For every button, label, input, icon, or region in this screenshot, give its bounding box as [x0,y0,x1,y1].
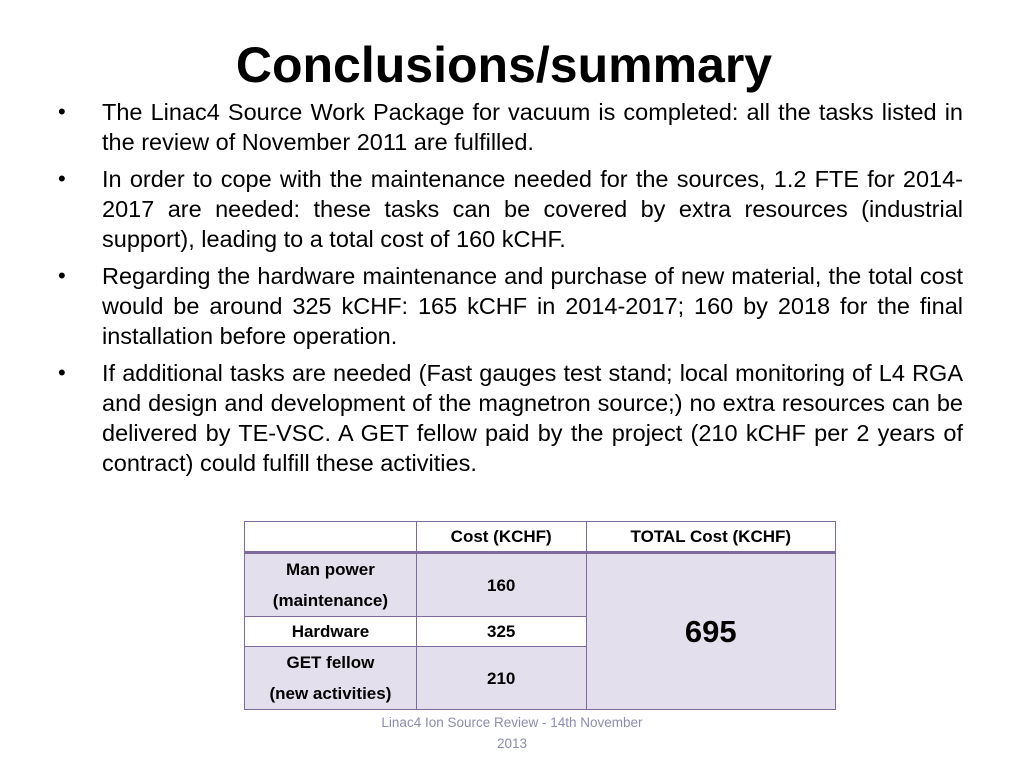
header-cost: Cost (KCHF) [416,522,586,553]
bullet-text: In order to cope with the maintenance needed for the sources, 1.2 FTE for 2014-2017 are needed: these tasks can be covered by extra resources (industrial support), leading to a total cost of 160 kCHF. [102,166,963,252]
row-cost-get-fellow: 210 [416,647,586,710]
bullet-dot-icon: • [58,263,66,288]
total-cost-cell: 695 [586,553,835,710]
row-label-line: Man power [286,560,375,579]
header-total-cost: TOTAL Cost (KCHF) [586,522,835,553]
footer-line: 2013 [496,736,528,751]
bullet-text: If additional tasks are needed (Fast gauges test stand; local monitoring of L4 RGA and design and development of the magnetron source;) no extra resources can be delivered by TE-VSC. A GET fellow paid by the project (210 kCHF per 2 years of contract) could fulfill these activities. [102,360,963,476]
row-label-get-fellow [245,647,417,710]
row-label-hardware: Hardware [245,617,417,647]
header-empty-cell [245,522,417,553]
bullet-text: Regarding the hardware maintenance and purchase of new material, the total cost would be around 325 kCHF: 165 kCHF in 2014-2017; 160 by 2018 for the final installation before operation. [102,263,963,349]
slide-footer [344,712,680,754]
slide-title: Conclusions/summary [235,37,773,93]
row-label-line: (maintenance) [272,591,389,610]
cost-table [244,521,836,710]
bullet-dot-icon: • [58,99,66,124]
footer-line: Linac4 Ion Source Review - 14th November [381,715,643,730]
row-cost-hardware: 325 [416,617,586,647]
row-label-manpower [245,553,417,617]
row-label-line: (new activities) [269,684,392,703]
table-header-row [245,522,836,553]
row-label-line: GET fellow [286,653,375,672]
bullet-item [58,164,963,254]
bullet-dot-icon: • [58,166,66,191]
table-row [245,553,836,617]
bullet-dot-icon: • [58,360,66,385]
row-cost-manpower: 160 [416,553,586,617]
bullet-item [58,358,963,478]
bullet-list [58,97,963,485]
bullet-item [58,261,963,351]
bullet-item [58,97,963,157]
bullet-text: The Linac4 Source Work Package for vacuum is completed: all the tasks listed in the review of November 2011 are fulfilled. [102,99,963,155]
